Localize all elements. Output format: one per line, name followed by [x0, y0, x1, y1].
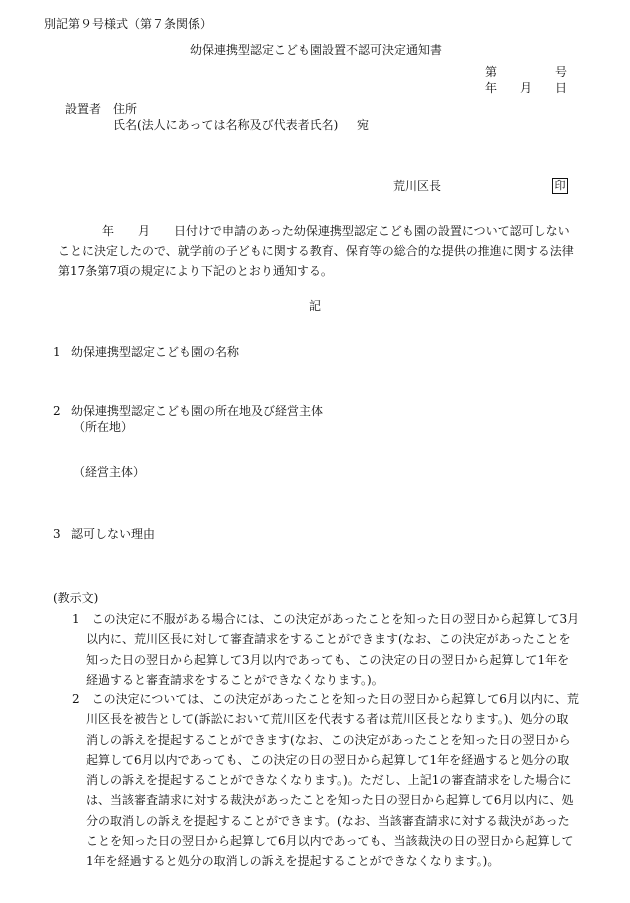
body-date-month: 月 [138, 224, 151, 238]
document-number-prefix: 第 [485, 65, 498, 79]
notice-point-2: 2 この決定については、この決定があったことを知った日の翌日から起算して6月以内に、荒川区長を被告として(訴訟において荒川区を代表する者は荒川区長となります。)、処分の取消しの訴えを提起することができます(なお、この決定があったことを知った日の翌日から起算して6月以内であっても、この決定の日の翌日から起算して1年を経過すると処分の取消しの訴えを提起することができなくなります。)。ただし、上記1の審査請求をした場合には、当該審査請求に対する裁決があったことを知った日の翌日から起算して6月以内に、処分の取消しの訴えを提起することができます。(なお、当該審査請求に対する裁決があったことを知った日の翌日から起算して6月以内であっても、当該裁決の日の翌日から起算して1年を経過すると処分の取消しの訴えを提起することができなくなります。)。 [72, 692, 579, 869]
recipient-name-label: 氏名(法人にあっては名称及び代表者氏名) [113, 118, 339, 132]
item-2-number: 2 [53, 404, 61, 418]
body-date-year: 年 [102, 224, 115, 238]
item-2-operator-label: （経営主体） [73, 465, 146, 479]
item-3-text: 認可しない理由 [71, 527, 156, 541]
ki-heading: 記 [309, 299, 322, 313]
recipient-address-label: 住所 [113, 102, 138, 116]
seal-mark [552, 178, 568, 194]
date-year-label: 年 [485, 81, 498, 95]
item-2-location-label: （所在地） [73, 420, 134, 434]
recipient-honorific: 宛 [357, 118, 370, 132]
document-title: 幼保連携型認定こども園設置不認可決定通知書 [190, 43, 443, 57]
notice-heading: (教示文) [53, 591, 99, 605]
seal-box: 印 [552, 178, 568, 194]
notice-point-1: 1 この決定に不服がある場合には、この決定があったことを知った日の翌日から起算して3月以内に、荒川区長に対して審査請求をすることができます(なお、この決定があったことを知った日の翌日から起算して3月以内であっても、この決定の日の翌日から起算して1年を経過すると審査請求をすることができなくなります。)。 [72, 612, 580, 687]
body-paragraph [58, 221, 578, 281]
body-paragraph-text: 日付けで申請のあった幼保連携型認定こども園の設置について認可しないことに決定したので、就学前の子どもに関する教育、保育等の総合的な提供の推進に関する法律第17条第7項の規定により下記のとおり通知する。 [58, 224, 574, 278]
item-1-text: 幼保連携型認定こども園の名称 [71, 345, 240, 359]
date-month-label: 月 [520, 81, 533, 95]
recipient-role: 設置者 [65, 102, 102, 116]
sender-name: 荒川区長 [393, 179, 442, 193]
date-day-label: 日 [555, 81, 568, 95]
form-label: 別記第９号様式（第７条関係） [44, 17, 213, 31]
item-1-number: 1 [53, 345, 61, 359]
item-2-text: 幼保連携型認定こども園の所在地及び経営主体 [71, 404, 324, 418]
item-3-number: 3 [53, 527, 61, 541]
document-number-suffix: 号 [555, 65, 568, 79]
